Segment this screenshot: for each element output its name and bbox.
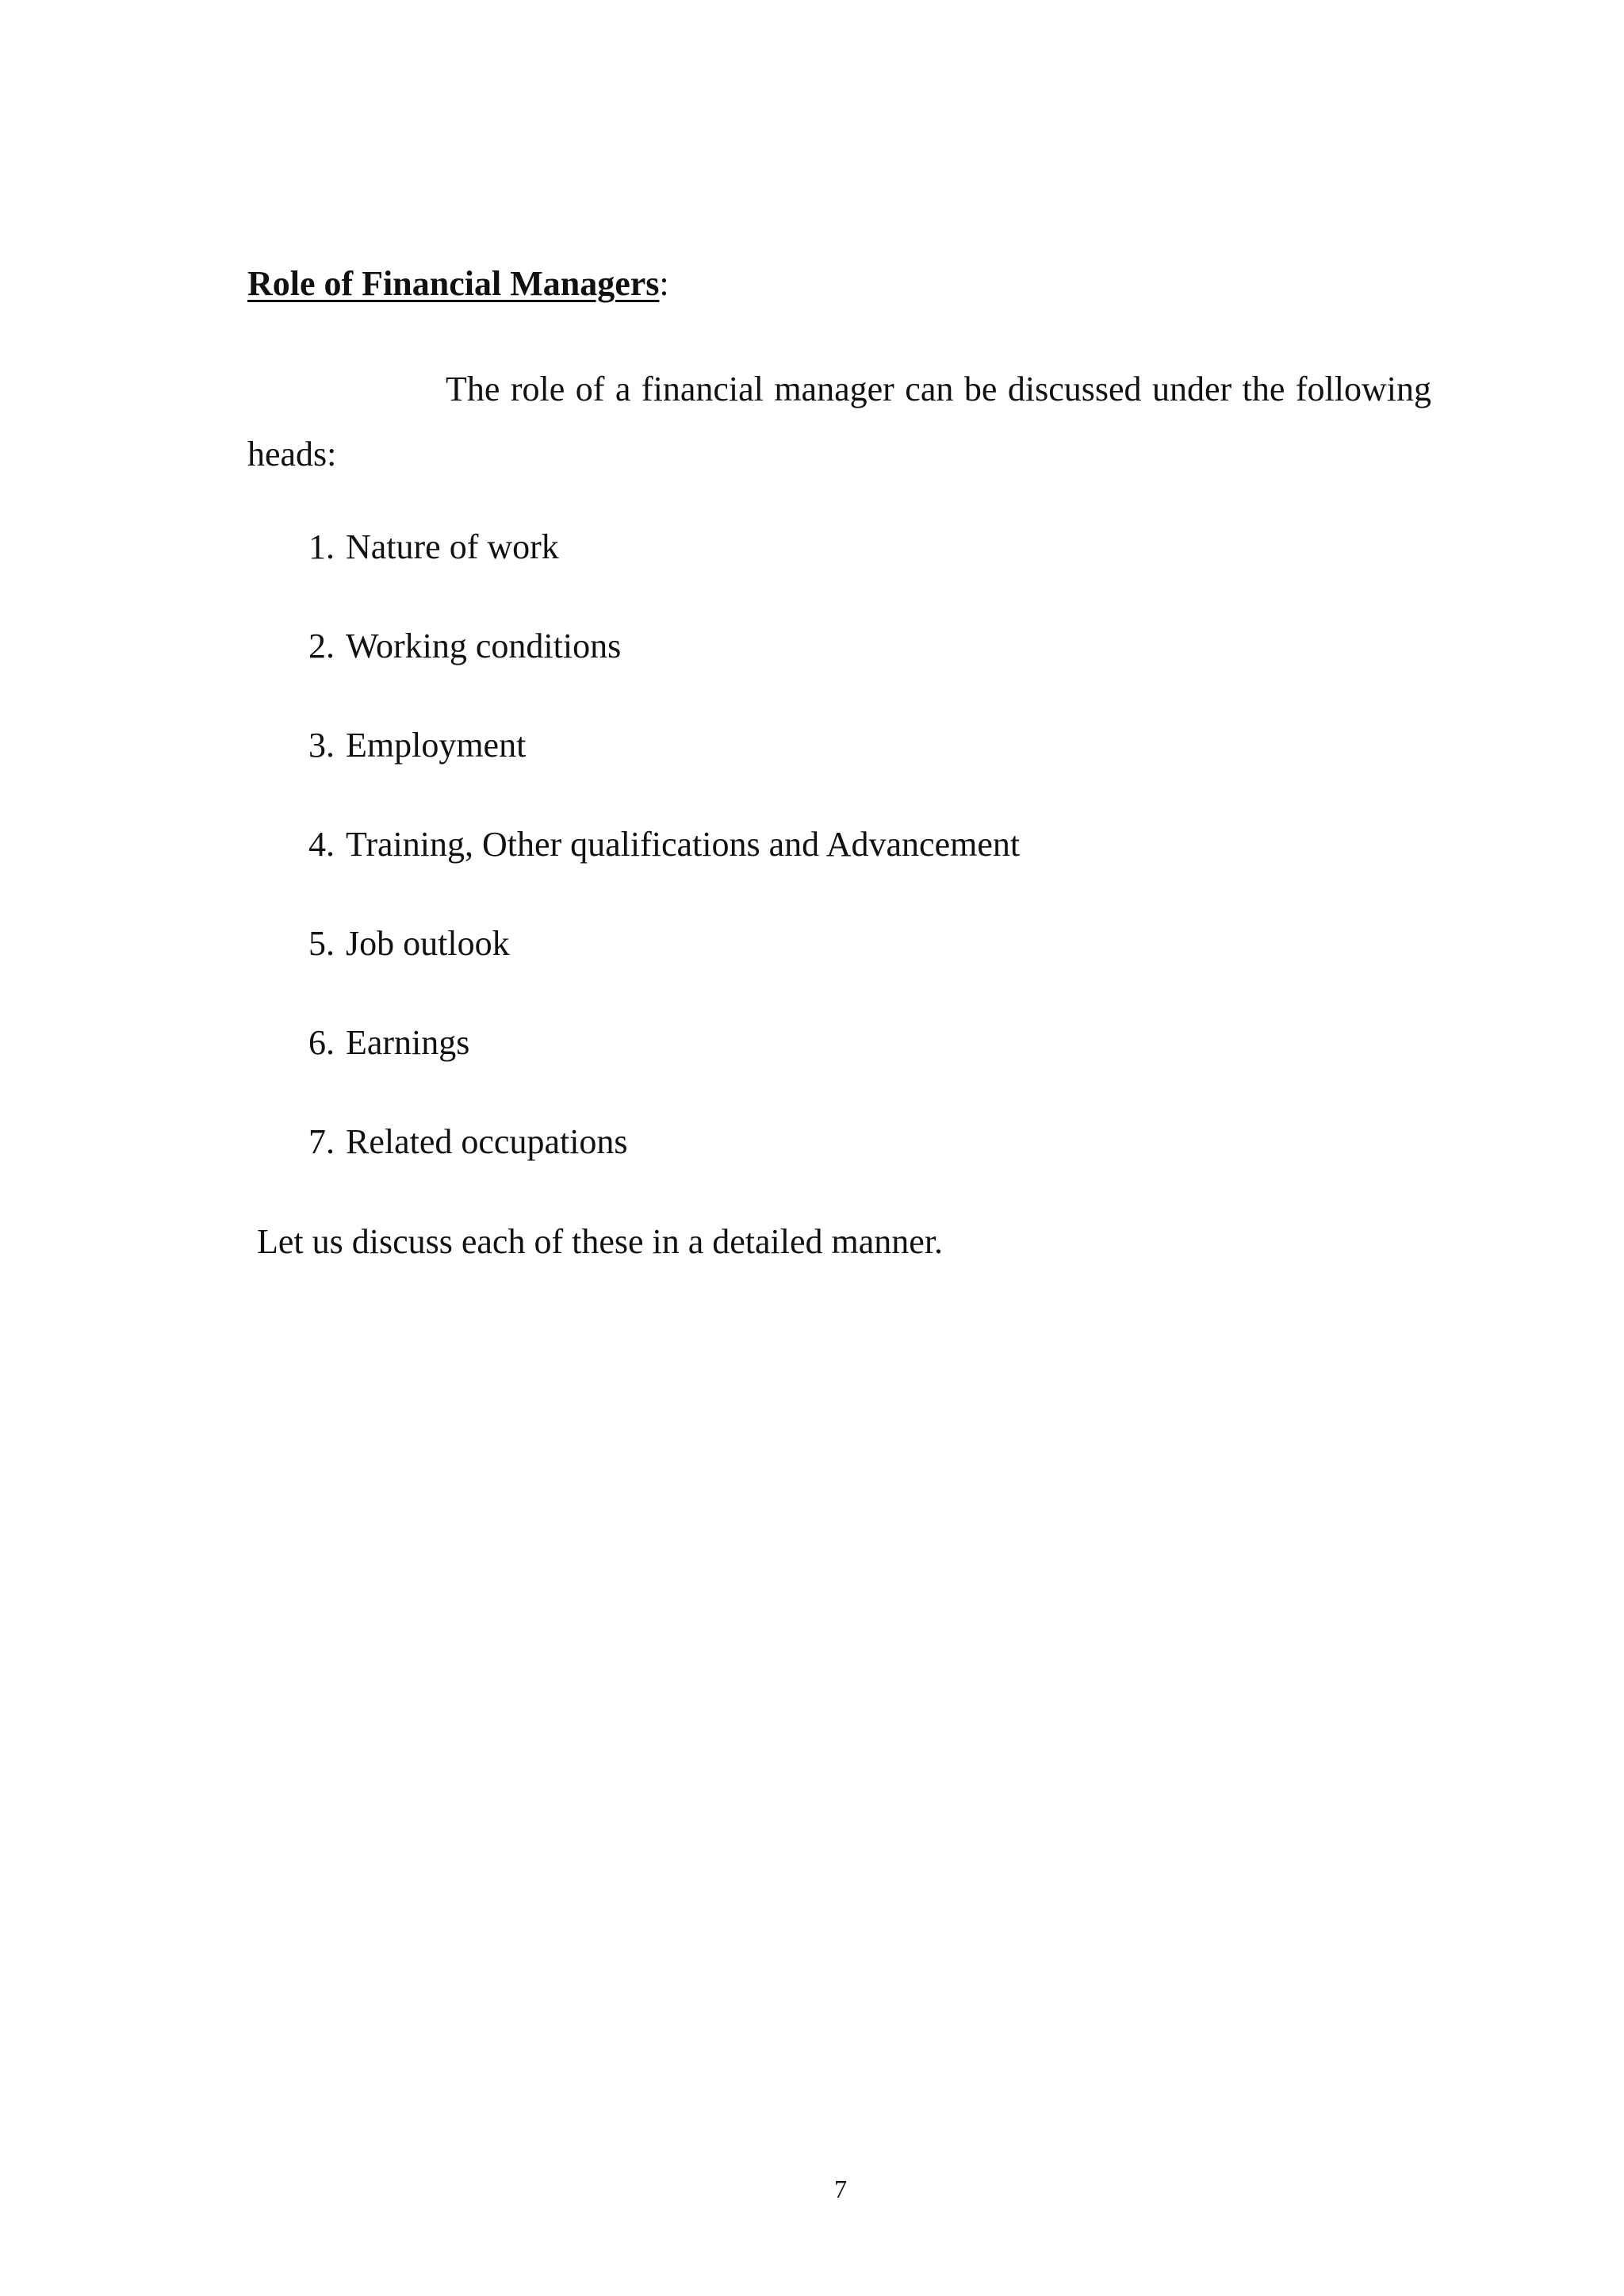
section-heading-colon: : (659, 264, 669, 303)
closing-paragraph: Let us discuss each of these in a detailed manner. (257, 1222, 944, 1261)
list-item (247, 1120, 1020, 1219)
section-heading-text: Role of Financial Managers (247, 264, 660, 303)
list-item-number: 7. (308, 1122, 335, 1161)
list-item-label: Training, Other qualifications and Advancement (346, 825, 1021, 864)
list-item-number: 4. (308, 825, 335, 864)
list-item-number: 1. (308, 527, 335, 566)
list-item (247, 624, 1020, 723)
list-item-number: 6. (308, 1023, 335, 1062)
list-item-number: 3. (308, 726, 335, 765)
section-heading (247, 262, 669, 306)
list-item-label: Nature of work (346, 527, 559, 566)
list-item (247, 922, 1020, 1021)
page-number: 7 (834, 2175, 847, 2203)
list-item-label: Related occupations (346, 1122, 628, 1161)
intro-paragraph: The role of a financial manager can be discussed under the following heads: (247, 370, 1431, 473)
list-item-label: Earnings (346, 1023, 470, 1062)
list-item (247, 525, 1020, 624)
list-item (247, 723, 1020, 822)
list-item (247, 822, 1020, 922)
heads-list (247, 525, 1020, 1219)
list-item-label: Working conditions (346, 627, 622, 665)
list-item-label: Employment (346, 726, 527, 765)
list-item-label: Job outlook (346, 924, 510, 963)
list-item-number: 5. (308, 924, 335, 963)
list-item (247, 1021, 1020, 1120)
list-item-number: 2. (308, 627, 335, 665)
